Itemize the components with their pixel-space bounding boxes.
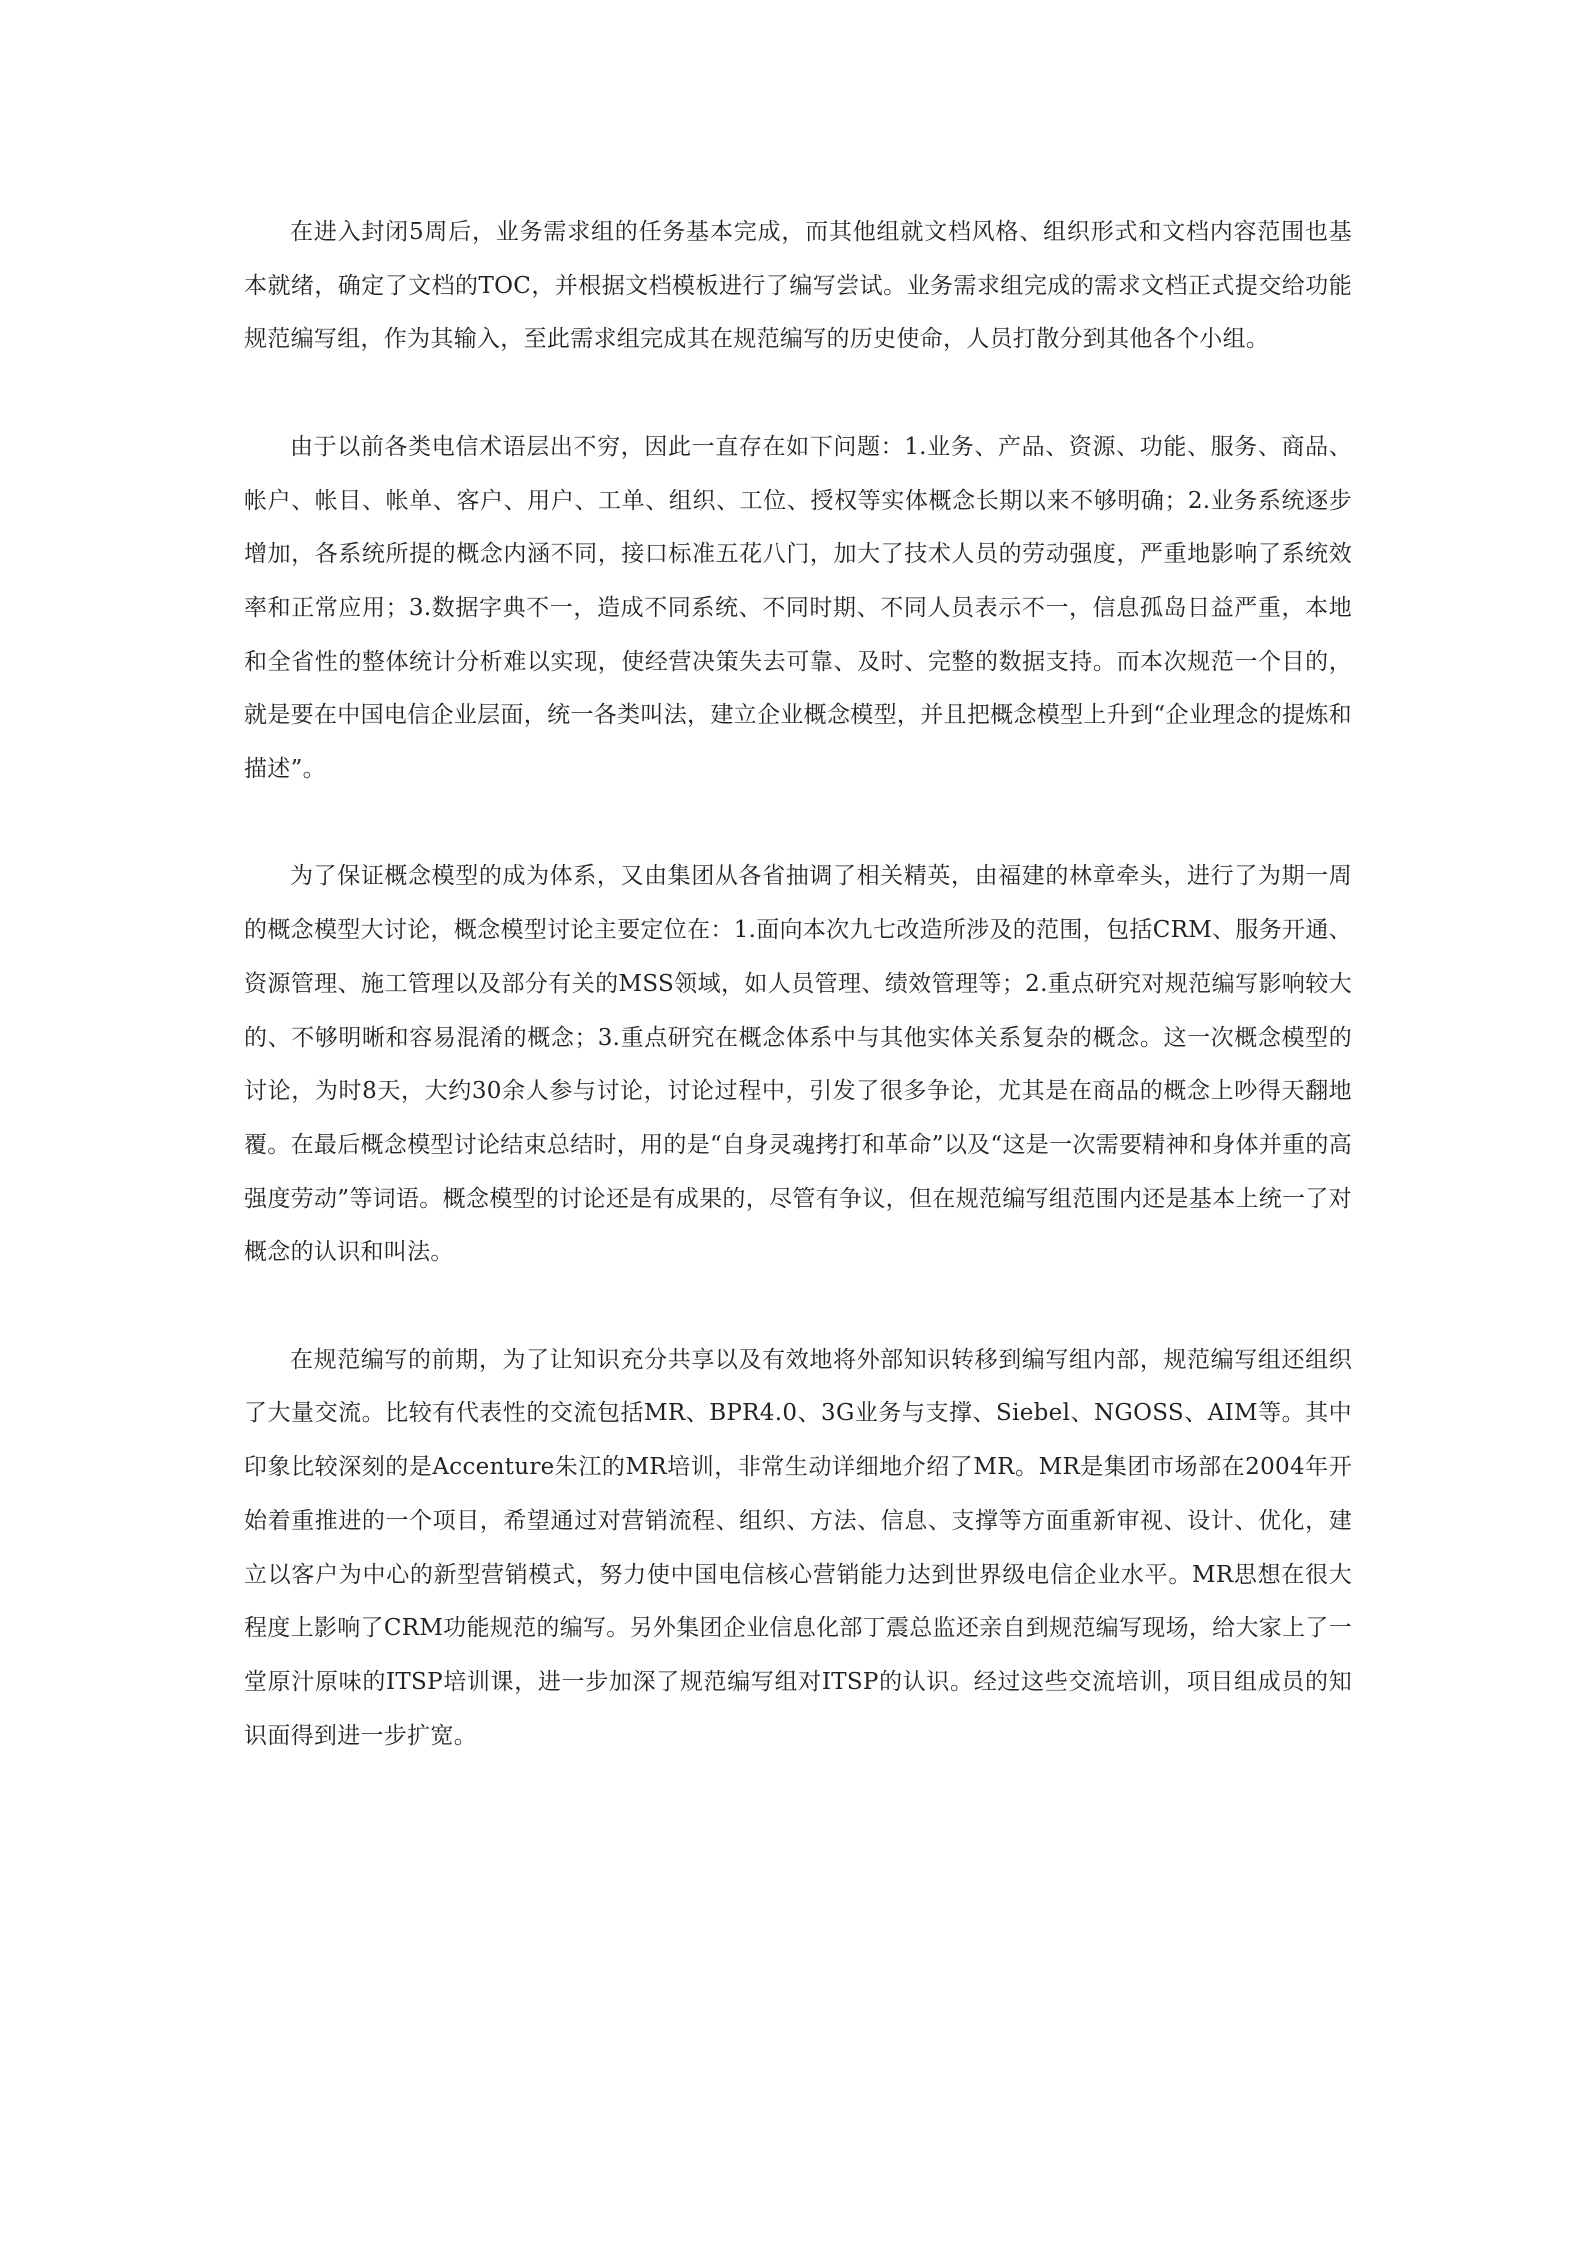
- paragraph-closed-development: 在进入封闭5周后，业务需求组的任务基本完成，而其他组就文档风格、组织形式和文档内容范围也基本就绪，确定了文档的TOC，并根据文档模板进行了编写尝试。业务需求组完成的需求文档正式提交给功能规范编写组，作为其输入，至此需求组完成其在规范编写的历史使命，人员打散分到其他各个小组。: [244, 219, 1352, 353]
- document-body: [244, 206, 1352, 1817]
- paragraph-knowledge-exchange: 在规范编写的前期，为了让知识充分共享以及有效地将外部知识转移到编写组内部，规范编写组还组织了大量交流。比较有代表性的交流包括MR、BPR4.0、3G业务与支撑、Siebel、NGOSS、AIM等。其中印象比较深刻的是Accenture朱江的MR培训，非常生动详细地介绍了MR。MR是集团市场部在2004年开始着重推进的一个项目，希望通过对营销流程、组织、方法、信息、支撑等方面重新审视、设计、优化，建立以客户为中心的新型营销模式，努力使中国电信核心营销能力达到世界级电信企业水平。MR思想在很大程度上影响了CRM功能规范的编写。另外集团企业信息化部丁震总监还亲自到规范编写现场，给大家上了一堂原汁原味的ITSP培训课，进一步加深了规范编写组对ITSP的认识。经过这些交流培训，项目组成员的知识面得到进一步扩宽。: [244, 1346, 1352, 1749]
- paragraph-terminology-problems: 由于以前各类电信术语层出不穷，因此一直存在如下问题：1.业务、产品、资源、功能、服务、商品、帐户、帐目、帐单、客户、用户、工单、组织、工位、授权等实体概念长期以来不够明确；2.业务系统逐步增加，各系统所提的概念内涵不同，接口标准五花八门，加大了技术人员的劳动强度，严重地影响了系统效率和正常应用；3.数据字典不一，造成不同系统、不同时期、不同人员表示不一，信息孤岛日益严重，本地和全省性的整体统计分析难以实现，使经营决策失去可靠、及时、完整的数据支持。而本次规范一个目的，就是要在中国电信企业层面，统一各类叫法，建立企业概念模型，并且把概念模型上升到“企业理念的提炼和描述”。: [244, 433, 1352, 783]
- paragraph-concept-model-discussion: 为了保证概念模型的成为体系，又由集团从各省抽调了相关精英，由福建的林章牵头，进行了为期一周的概念模型大讨论，概念模型讨论主要定位在：1.面向本次九七改造所涉及的范围，包括CRM、服务开通、资源管理、施工管理以及部分有关的MSS领域，如人员管理、绩效管理等；2.重点研究对规范编写影响较大的、不够明晰和容易混淆的概念；3.重点研究在概念体系中与其他实体关系复杂的概念。这一次概念模型的讨论，为时8天，大约30余人参与讨论，讨论过程中，引发了很多争论，尤其是在商品的概念上吵得天翻地覆。在最后概念模型讨论结束总结时，用的是“自身灵魂拷打和革命”以及“这是一次需要精神和身体并重的高强度劳动”等词语。概念模型的讨论还是有成果的，尽管有争议，但在规范编写组范围内还是基本上统一了对概念的认识和叫法。: [244, 863, 1352, 1266]
